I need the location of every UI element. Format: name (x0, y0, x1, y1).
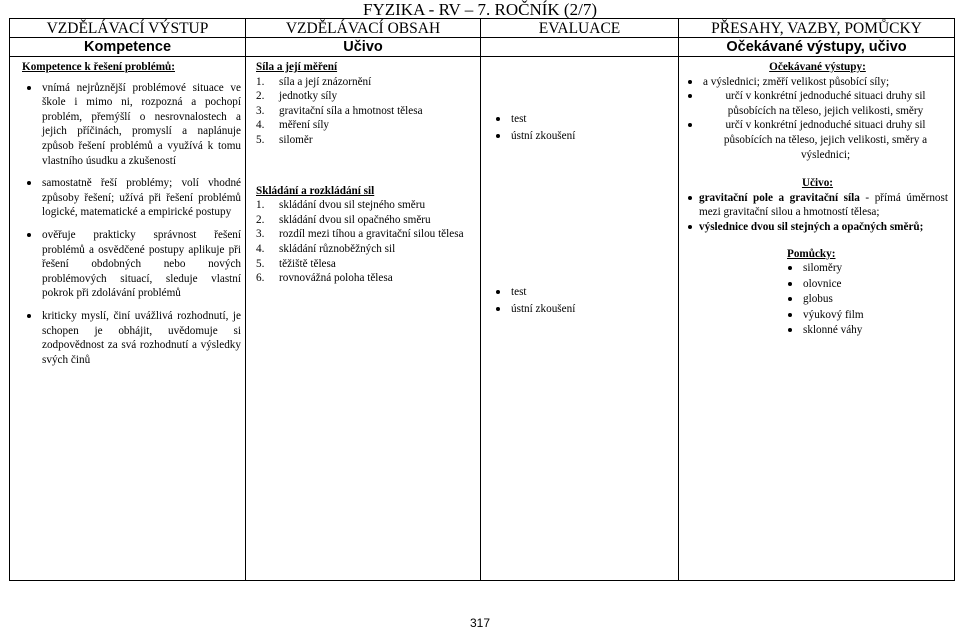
competence-cell (10, 57, 246, 581)
outcome-item: a výslednici; změří velikost působící síly; (687, 75, 948, 90)
page-number: 317 (469, 616, 491, 630)
curriculum-item: gravitační pole a gravitační síla - přímá úměrnost mezi gravitační silou a hmotností tělesa; (687, 191, 948, 220)
competence-list (24, 81, 241, 368)
header-learning-output: VZDĚLÁVACÍ VÝSTUP (10, 19, 246, 38)
topic-item: 3. gravitační síla a hmotnost tělesa (256, 104, 423, 117)
topic-item: 4. skládání různoběžných sil (256, 242, 396, 255)
aid-item: siloměry (787, 261, 948, 277)
aids-list (787, 261, 948, 339)
composition-topics (256, 198, 476, 286)
topic-item: 2. jednotky síly (256, 90, 338, 103)
aid-item: sklonné váhy (787, 323, 948, 339)
evaluation-cell (481, 57, 679, 581)
outcomes-list (687, 75, 948, 163)
competence-item: ověřuje prakticky správnost řešení problémů a osvědčené postupy aplikuje při řešení obdobných nebo nových problémových situací, sleduje vlastní pokrok při zdolávání problémů (24, 228, 241, 301)
evaluation-item: ústní zkoušení (493, 129, 575, 146)
subheader-empty (481, 38, 679, 57)
evaluation-group (493, 285, 575, 319)
evaluation-item: test (493, 112, 575, 129)
section-heading-composition: Skládání a rozkládání sil (256, 184, 375, 197)
header-learning-content: VZDĚLÁVACÍ OBSAH (246, 19, 481, 38)
aid-item: výukový film (787, 308, 948, 324)
page-title: FYZIKA - RV – 7. ROČNÍK (2/7) (363, 0, 597, 19)
content-cell (246, 57, 481, 581)
aid-item: globus (787, 292, 948, 308)
subheader-curriculum: Učivo (246, 38, 481, 57)
curriculum-item: výslednice dvou sil stejných a opačných směrů; (687, 220, 948, 235)
subheader-outcomes: Očekávané výstupy, učivo (679, 38, 955, 57)
section-heading-force: Síla a její měření (256, 61, 338, 73)
aids-heading: Pomůcky: (787, 247, 836, 260)
header-links-aids: PŘESAHY, VAZBY, POMŮCKY (679, 19, 955, 38)
outcomes-cell (679, 57, 955, 581)
curriculum-heading: Učivo: (801, 177, 834, 190)
header-evaluation: EVALUACE (481, 19, 679, 38)
evaluation-item: ústní zkoušení (493, 302, 575, 319)
topic-item: 3. rozdíl mezi tíhou a gravitační silou tělesa (256, 228, 464, 241)
curriculum-table (9, 18, 955, 581)
competence-item: kriticky myslí, činí uvážlivá rozhodnutí, je schopen je obhájit, uvědomuje si zodpovědnost za svá rozhodnutí a výsledky svých činů (24, 309, 241, 367)
topic-item: 6. rovnovážná poloha tělesa (256, 272, 393, 285)
subheader-competence: Kompetence (10, 38, 246, 57)
outcome-item: určí v konkrétní jednoduché situaci druhy sil působících na těleso, jejich velikosti, směry (687, 89, 948, 118)
outcome-item: určí v konkrétní jednoduché situaci druhy sil působících na těleso, jejich velikosti, směry a výslednici; (687, 118, 948, 162)
topic-item: 1. skládání dvou sil stejného směru (256, 199, 426, 212)
topic-item: 5. siloměr (256, 133, 313, 146)
evaluation-group (493, 112, 575, 146)
competence-item: samostatně řeší problémy; volí vhodné způsoby řešení; užívá při řešení problémů logické, matematické a empirické postupy (24, 176, 241, 220)
evaluation-item: test (493, 285, 575, 302)
topic-item: 2. skládání dvou sil opačného směru (256, 213, 431, 226)
competence-item: vnímá nejrůznější problémové situace ve škole i mimo ni, rozpozná a pochopí problém, přemýšlí o nesrovnalostech a jejich příčinách, promyslí a naplánuje způsob řešení problémů a využívá k tomu vlastního úsudku a zkušeností (24, 81, 241, 169)
curriculum-list (687, 191, 948, 235)
topic-item: 5. těžiště tělesa (256, 257, 336, 270)
topic-item: 1. síla a její znázornění (256, 75, 372, 88)
topic-item: 4. měření síly (256, 119, 330, 132)
competence-heading: Kompetence k řešení problémů: (22, 61, 175, 73)
outcomes-heading: Očekávané výstupy: (769, 61, 866, 73)
aid-item: olovnice (787, 277, 948, 293)
force-topics (256, 75, 476, 148)
